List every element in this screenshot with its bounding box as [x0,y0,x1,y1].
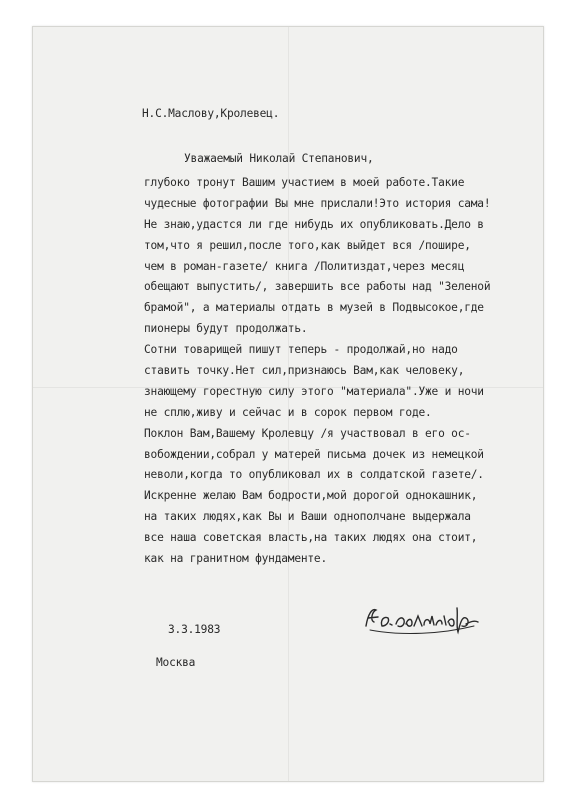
body-line: Искренне желаю Вам бодрости,мой дорогой однокашник, [144,489,478,503]
body-line: чем в роман-газете/ книга /Политиздат,через месяц [144,259,465,273]
body-line: пионеры будут продолжать. [144,322,308,336]
body-line: вобождении,собрал у матерей письма дочек из немецкой [144,447,484,461]
body-line: том,что я решил,после того,как выйдет вся /пошире, [144,238,471,252]
letter-date: 3.3.1983 [168,623,221,636]
body-line: на таких людях,как Вы и Ваши однополчане выдержала [144,510,471,524]
addressee-line: Н.С.Маслову,Кролевец. [142,107,280,120]
letter-body [144,173,490,570]
body-line: неволи,когда то опубликовал их в солдатской газете/. [144,468,484,482]
body-line: чудесные фотографии Вы мне прислали!Это история сама! [144,196,491,210]
body-line: Не знаю,удастся ли где нибудь их опубликовать.Дело в [144,217,484,231]
handwritten-signature [362,596,482,644]
body-line: глубоко тронут Вашим участием в моей работе.Такие [144,176,465,189]
salutation: Уважаемый Николай Степанович, [184,152,374,165]
body-line: все наша советская власть,на таких людях она стоит, [144,531,478,545]
body-line: знающему горестную силу этого "материала".Уже и ночи [144,384,484,398]
body-line: как на гранитном фундаменте. [144,552,327,566]
letter-city: Москва [156,656,196,669]
body-line: Сотни товарищей пишут теперь - продолжай,но надо [144,343,458,357]
body-line: брамой", а материалы отдать в музей в Подвысокое,где [144,301,484,315]
body-line: ставить точку.Нет сил,признаюсь Вам,как человеку, [144,364,465,378]
body-line: не сплю,живу и сейчас и в сорок первом годе. [144,405,432,419]
body-line: обещают выпустить/, завершить все работы над "Зеленой [144,280,491,294]
body-line: Поклон Вам,Вашему Кролевцу /я участвовал в его ос- [144,426,471,440]
